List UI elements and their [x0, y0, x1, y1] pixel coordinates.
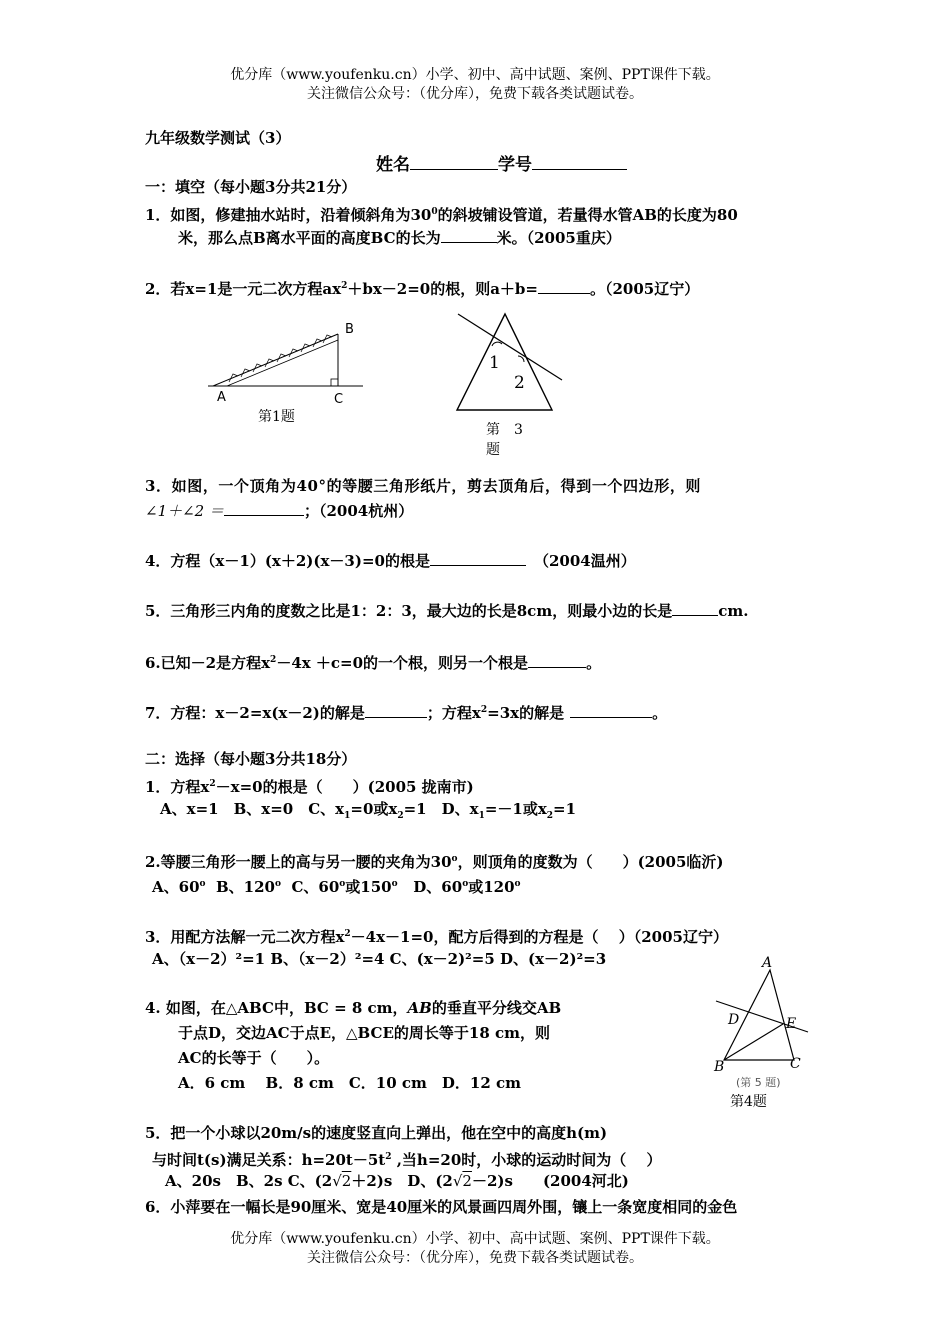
s2-q4-text-a: 4. 如图，在△ABC中，BC = 8 cm， [145, 999, 408, 1017]
s2-q2 [145, 849, 724, 872]
s2-q2-opt-d: 或150 [345, 878, 392, 896]
degree-mark: o [462, 879, 469, 889]
s1-q1-line1 [145, 202, 738, 225]
s1-q4 [145, 550, 636, 571]
s2-q1-opt-c: =1 D、x [403, 800, 479, 818]
s1-q3-angle-sum: ∠1＋∠2 ＝ [145, 502, 224, 520]
id-label: 学号 [498, 155, 532, 175]
sup-2: 2 [341, 281, 348, 291]
s1-q5-blank[interactable] [672, 600, 718, 616]
s2-q2-opt-c: C、60 [291, 878, 340, 896]
s2-q2-opt-b: B、120 [215, 878, 275, 896]
sqrt-arg: 2 [462, 1172, 472, 1190]
s2-q5-line1: 5．把一个小球以20m/s的速度竖直向上弹出，他在空中的高度h(m) [145, 1124, 608, 1142]
s2-q4-options: A．6 cm B．8 cm C．10 cm D．12 cm [178, 1074, 522, 1092]
sub-1: 1 [478, 811, 485, 821]
s1-q7-text-b: ；方程x [426, 704, 481, 722]
s1-q3-line2 [145, 500, 413, 521]
s1-q7-text-d: 。 [652, 704, 668, 722]
s2-q1-opt-d: =－1或x [484, 800, 547, 818]
sqrt-arg: 2 [341, 1172, 352, 1190]
s2-q1-opt-e: =1 [553, 800, 577, 818]
s2-q2-options [152, 874, 521, 897]
s2-q1-options [160, 799, 576, 826]
header-line-2: 关注微信公众号：（优分库），免费下载各类试题试卷。 [307, 86, 643, 102]
degree-mark: o [199, 879, 206, 889]
fig4-label-c: C [790, 1056, 801, 1072]
s2-q1-text-a: 1．方程x [145, 778, 210, 796]
s2-q5-line2 [152, 1147, 662, 1170]
s2-q5-text-c: ,当h=20时，小球的运动时间为（ ） [391, 1151, 662, 1169]
s1-q4-text-a: 4．方程（x－1）(x＋2)(x－3)=0的根是 [145, 552, 430, 570]
fig1-caption: 第1题 [258, 409, 295, 425]
sub-2: 2 [546, 811, 554, 821]
s1-q6-text-a: 6.已知－2是方程x [145, 654, 271, 672]
sup-2: 2 [344, 929, 351, 939]
s1-q2-text-c: 。（2005辽宁） [589, 280, 700, 298]
s2-q6-line1: 6．小萍要在一幅长是90厘米、宽是40厘米的风景画四周外围，镶上一条宽度相同的金色 [145, 1198, 738, 1216]
s2-q2-opt-f: 或120 [468, 878, 515, 896]
fig4-caption: 第4题 [730, 1094, 767, 1110]
s2-q5-opt-c: －2)s (2004河北) [471, 1172, 629, 1190]
sub-2: 2 [397, 811, 404, 821]
sup-2: 2 [270, 655, 277, 665]
s1-q7-text-c: =3x的解是 [487, 704, 565, 722]
degree-mark: o [391, 879, 398, 889]
s1-q2-blank[interactable] [538, 278, 590, 294]
s1-q3-blank[interactable] [224, 500, 304, 516]
fig4-label-d: D [728, 1012, 740, 1028]
s2-q2-text-b: ，则顶角的度数为（ ）(2005临沂) [457, 853, 724, 871]
fig4-hidden-caption: (第 5 题) [736, 1076, 781, 1089]
figure-3-triangle [452, 310, 564, 414]
s2-q3-text-b: －4x－1=0，配方后得到的方程是（ ）（2005辽宁） [350, 928, 728, 946]
s2-q3-text-a: 3．用配方法解一元二次方程x [145, 928, 345, 946]
s1-q6-text-b: －4x ＋c=0的一个根，则另一个根是 [276, 654, 529, 672]
s1-q4-blank[interactable] [430, 550, 526, 566]
s1-q2 [145, 276, 699, 299]
figure-4-triangle [708, 950, 812, 1089]
s2-q2-opt-e: D、60 [413, 878, 463, 896]
s2-q4-text-b: 的垂直平分线交AB [431, 999, 562, 1017]
fig3-angle-1: 1 [489, 353, 500, 373]
s1-q5-text-b: cm. [718, 602, 749, 620]
fig3-caption-line1: 第 3 [486, 422, 523, 438]
s2-q5-options [165, 1171, 629, 1191]
s2-q1-opt-b: =0或x [350, 800, 398, 818]
header-line-1: 优分库（www.youfenku.cn）小学、初中、高中试题、案例、PPT课件下载。 [230, 67, 720, 83]
s1-q5-text-a: 5．三角形三内角的度数之比是1：2：3，最大边的长是8cm，则最小边的长是 [145, 602, 673, 620]
footer-line-2: 关注微信公众号：（优分库），免费下载各类试题试卷。 [307, 1250, 643, 1266]
sqrt-symbol: √2 [332, 1172, 352, 1190]
fig3-caption-line2: 题 [486, 442, 500, 458]
figure-1-slope [205, 318, 370, 407]
degree-mark: o [339, 879, 346, 889]
s1-q1-line2 [178, 227, 621, 248]
s2-q1 [145, 774, 474, 797]
fig4-label-e: E [786, 1016, 797, 1032]
s2-q1-text-b: －x=0的根是（ ）(2005 拢南市) [215, 778, 474, 796]
degree-mark: o [274, 879, 281, 889]
s1-q2-text-a: 2．若x=1是一元二次方程ax [145, 280, 342, 298]
section2-heading: 二：选择（每小题3分共18分） [145, 750, 357, 768]
name-blank[interactable] [410, 152, 498, 170]
fig1-label-b: B [345, 322, 354, 337]
s1-q6 [145, 650, 601, 673]
s1-q4-text-b: （2004温州） [533, 552, 636, 570]
s1-q3-line1: 3．如图，一个顶角为40°的等腰三角形纸片，剪去顶角后，得到一个四边形，则 [145, 477, 702, 495]
s1-q1-text-a: 1．如图，修建抽水站时，沿着倾斜角为30 [145, 206, 432, 224]
degree-mark: 0 [431, 207, 438, 217]
s1-q7-blank-1[interactable] [365, 702, 427, 718]
s2-q5-opt-b: ＋2)s D、(2 [351, 1172, 453, 1190]
s1-q3-text-c: ；（2004杭州） [304, 502, 414, 520]
s1-q1-blank[interactable] [441, 227, 497, 243]
s1-q2-text-b: ＋bx－2=0的根，则a＋b= [347, 280, 538, 298]
s1-q6-text-c: 。 [586, 654, 602, 672]
s2-q4-line3: AC的长等于（ ）。 [178, 1049, 330, 1067]
s1-q1-text-d: 米。（2005重庆） [496, 229, 621, 247]
footer-line-1: 优分库（www.youfenku.cn）小学、初中、高中试题、案例、PPT课件下载。 [230, 1231, 720, 1247]
s2-q2-text-a: 2.等腰三角形一腰上的高与另一腰的夹角为30 [145, 853, 452, 871]
doc-title: 九年级数学测试（3） [145, 129, 291, 147]
sup-2: 2 [385, 1152, 392, 1162]
s2-q1-opt-a: A、x=1 B、x=0 C、x [160, 800, 345, 818]
s1-q7-text-a: 7．方程：x－2=x(x－2)的解是 [145, 704, 365, 722]
sub-1: 1 [344, 811, 351, 821]
sup-2: 2 [480, 705, 488, 715]
s1-q6-blank[interactable] [528, 652, 586, 668]
s2-q4-line2: 于点D，交边AC于点E，△BCE的周长等于18 cm，则 [178, 1024, 550, 1042]
sup-2: 2 [209, 779, 216, 789]
s1-q5 [145, 600, 748, 621]
s1-q1-text-b: 的斜坡铺设管道，若量得水管AB的长度为80 [437, 206, 738, 224]
s1-q7-blank-2[interactable] [570, 702, 652, 718]
s2-q4-ab: AB [407, 999, 432, 1017]
s2-q5-opt-a: A、20s B、2s C、(2 [165, 1172, 333, 1190]
name-id-line [376, 150, 627, 175]
s1-q7 [145, 700, 667, 723]
s2-q2-opt-a: A、60 [152, 878, 200, 896]
fig4-label-b: B [714, 1059, 725, 1075]
name-label: 姓名 [376, 155, 410, 175]
section1-heading: 一：填空（每小题3分共21分） [145, 178, 357, 196]
s2-q3 [145, 924, 728, 947]
degree-mark: o [451, 854, 458, 864]
degree-mark: o [514, 879, 521, 889]
s2-q5-text-b: 与时间t(s)满足关系：h=20t－5t [152, 1151, 386, 1169]
fig1-label-c: C [334, 392, 344, 407]
fig1-label-a: A [217, 390, 226, 405]
id-blank[interactable] [532, 152, 627, 170]
s2-q4-line1 [145, 998, 561, 1018]
s2-q3-options: A、（x－2）²=1 B、（x－2）²=4 C、(x－2)²=5 D、(x－2)²=3 [152, 950, 607, 968]
fig3-angle-2: 2 [514, 373, 525, 393]
fig4-label-a: A [762, 955, 773, 971]
s1-q1-text-c: 米，那么点B离水平面的高度BC的长为 [178, 229, 441, 247]
sqrt-symbol: √2 [452, 1172, 472, 1190]
